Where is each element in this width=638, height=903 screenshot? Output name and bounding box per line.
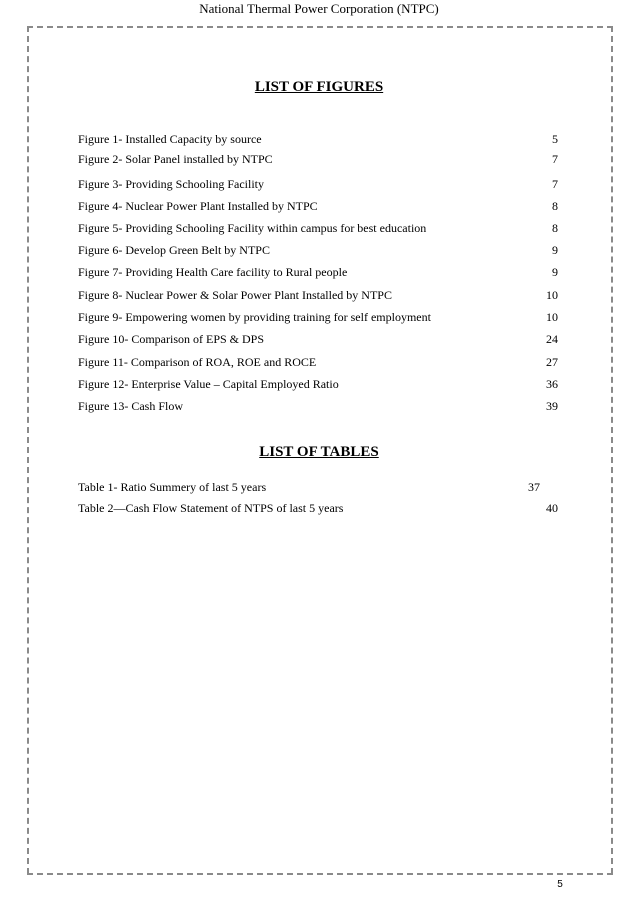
page-number: 5 <box>557 879 563 890</box>
figure-label: Figure 8- Nuclear Power & Solar Power Plant Installed by NTPC <box>78 288 392 302</box>
list-item <box>78 175 558 193</box>
figure-page: 10 <box>546 310 558 324</box>
list-item <box>78 330 558 348</box>
table-label: Table 1- Ratio Summery of last 5 years <box>78 480 267 494</box>
list-of-figures-heading: LIST OF FIGURES <box>254 79 384 95</box>
figure-label: Figure 9- Empowering women by providing training for self employment <box>78 310 431 324</box>
figure-label: Figure 2- Solar Panel installed by NTPC <box>78 152 273 166</box>
figure-page: 7 <box>552 152 558 166</box>
list-item <box>78 499 558 517</box>
figure-label: Figure 10- Comparison of EPS & DPS <box>78 332 265 346</box>
figure-page: 8 <box>552 221 558 235</box>
figure-label: Figure 5- Providing Schooling Facility within campus for best education <box>78 221 427 235</box>
list-item <box>78 375 558 393</box>
figure-label: Figure 1- Installed Capacity by source <box>78 132 262 146</box>
list-item <box>78 478 558 496</box>
list-item <box>78 150 558 168</box>
list-of-tables-heading: LIST OF TABLES <box>259 444 379 460</box>
table-page: 40 <box>546 501 558 515</box>
figure-page: 9 <box>552 243 558 257</box>
list-item <box>78 241 558 259</box>
list-item <box>78 353 558 371</box>
list-item <box>78 286 558 304</box>
figure-page: 9 <box>552 265 558 279</box>
figure-label: Figure 4- Nuclear Power Plant Installed by NTPC <box>78 199 318 213</box>
figure-page: 8 <box>552 199 558 213</box>
figure-label: Figure 3- Providing Schooling Facility <box>78 177 264 191</box>
figure-page: 39 <box>546 399 558 413</box>
page-border-top <box>27 26 613 28</box>
figure-page: 10 <box>546 288 558 302</box>
page-border-bottom <box>27 873 613 875</box>
running-header: National Thermal Power Corporation (NTPC) <box>199 1 439 16</box>
figure-page: 7 <box>552 177 558 191</box>
list-item <box>78 130 558 148</box>
list-item <box>78 197 558 215</box>
list-item <box>78 308 558 326</box>
figure-label: Figure 7- Providing Health Care facility to Rural people <box>78 265 348 279</box>
table-label: Table 2—Cash Flow Statement of NTPS of last 5 years <box>78 501 344 515</box>
figure-label: Figure 12- Enterprise Value – Capital Employed Ratio <box>78 377 339 391</box>
figure-label: Figure 6- Develop Green Belt by NTPC <box>78 243 270 257</box>
list-item <box>78 263 558 281</box>
figure-page: 27 <box>546 355 558 369</box>
list-item <box>78 397 558 415</box>
table-page: 37 <box>528 480 540 494</box>
figure-label: Figure 13- Cash Flow <box>78 399 183 413</box>
figure-page: 36 <box>546 377 558 391</box>
list-item <box>78 219 558 237</box>
figure-page: 5 <box>552 132 558 146</box>
figure-page: 24 <box>546 332 558 346</box>
figure-label: Figure 11- Comparison of ROA, ROE and ROCE <box>78 355 317 369</box>
